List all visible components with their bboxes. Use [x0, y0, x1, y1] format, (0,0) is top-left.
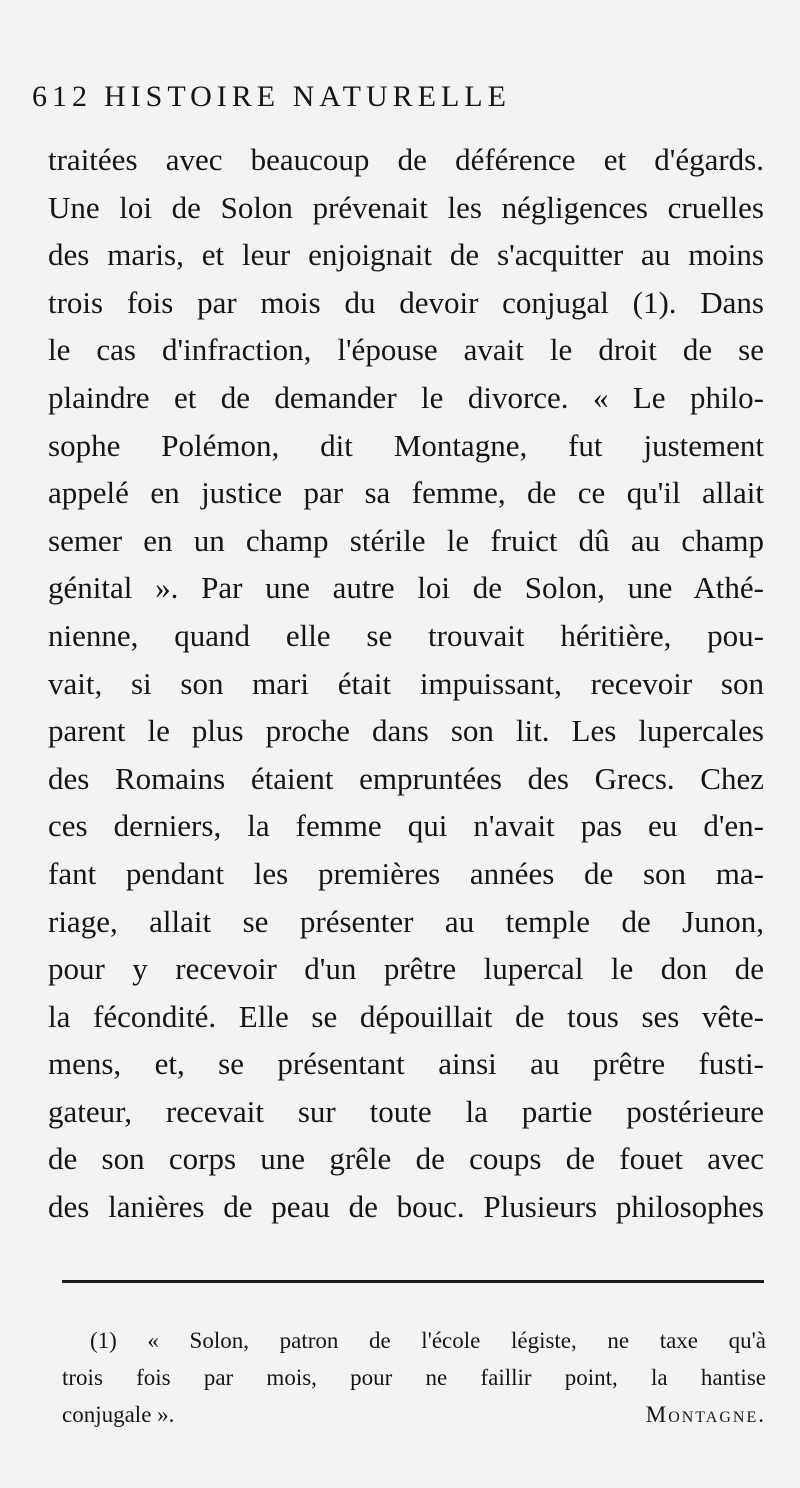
footnote-line: conjugale ». [62, 1402, 175, 1427]
text-line: semer en un champ stérile le fruict dû au champ [48, 522, 764, 558]
footnote-line: (1) « Solon, patron de l'école légiste, ne taxe qu'à [90, 1328, 766, 1353]
page-number: 612 [32, 80, 92, 113]
text-line: de son corps une grêle de coups de fouet avec [48, 1141, 764, 1177]
text-line: appelé en justice par sa femme, de ce qu'il allait [48, 475, 764, 511]
text-line: plaindre et de demander le divorce. « Le philo- [48, 379, 764, 415]
main-text [48, 136, 764, 1231]
text-line: la fécondité. Elle se dépouillait de tous ses vête- [48, 998, 764, 1034]
text-line: riage, allait se présenter au temple de Junon, [48, 903, 764, 939]
text-line: fant pendant les premières années de son ma- [48, 855, 764, 891]
text-line: vait, si son mari était impuissant, recevoir son [48, 665, 764, 701]
text-line: ces derniers, la femme qui n'avait pas eu d'en- [48, 808, 764, 844]
text-line: pour y recevoir d'un prêtre lupercal le don de [48, 951, 764, 987]
running-header [32, 80, 772, 124]
text-line: traitées avec beaucoup de déférence et d'égards. [48, 142, 764, 177]
text-line: nienne, quand elle se trouvait héritière, pou- [48, 617, 764, 653]
text-line: parent le plus proche dans son lit. Les lupercales [48, 713, 764, 749]
running-title: HISTOIRE NATURELLE [104, 80, 511, 113]
footnote-separator [62, 1280, 764, 1283]
text-line: des maris, et leur enjoignait de s'acquitter au moins [48, 237, 764, 273]
text-line: gateur, recevait sur toute la partie postérieure [48, 1093, 764, 1129]
text-line: le cas d'infraction, l'épouse avait le droit de se [48, 332, 764, 368]
footnote [62, 1322, 766, 1433]
text-line: Une loi de Solon prévenait les négligences cruelles [48, 189, 764, 225]
text-line: sophe Polémon, dit Montagne, fut justement [48, 427, 764, 463]
footnote-line: trois fois par mois, pour ne faillir point, la hantise [62, 1365, 766, 1390]
text-line: mens, et, se présentant ainsi au prêtre fusti- [48, 1046, 764, 1082]
text-line: trois fois par mois du devoir conjugal (1). Dans [48, 284, 764, 320]
text-line: des Romains étaient empruntées des Grecs. Chez [48, 760, 764, 796]
text-line: des lanières de peau de bouc. Plusieurs philosophes [48, 1189, 764, 1225]
text-line: génital ». Par une autre loi de Solon, une Athé- [48, 570, 764, 606]
footnote-line-last [62, 1396, 766, 1433]
footnote-signature: Montagne. [645, 1402, 766, 1427]
